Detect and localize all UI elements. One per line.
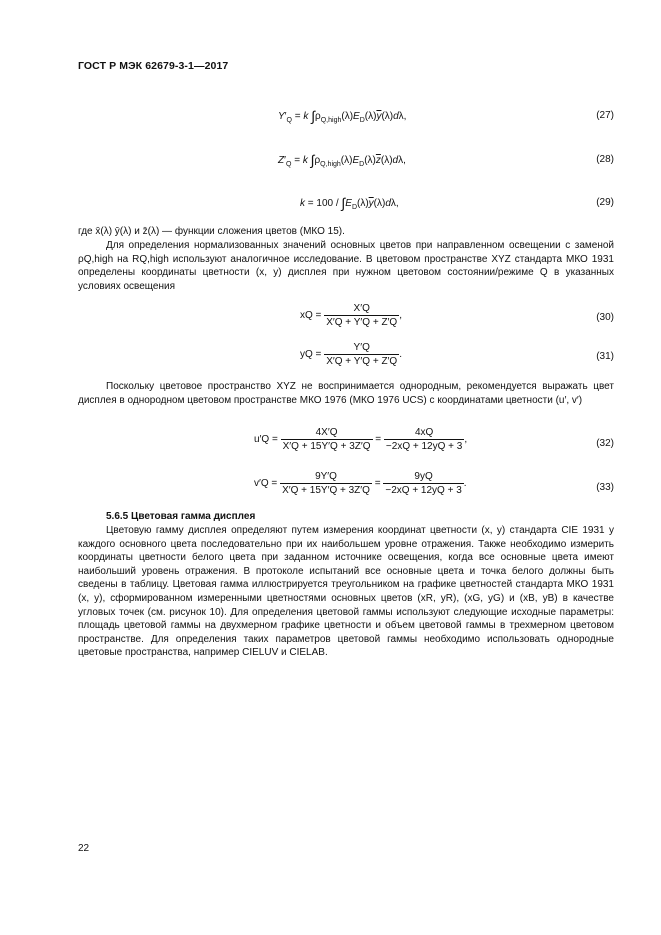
equation-33-denominator-1: X′Q + 15Y′Q + 3Z′Q xyxy=(282,485,370,496)
equation-33-equals: = xyxy=(374,478,381,490)
paragraph-gamut: Цветовую гамму дисплея определяют путем измерения координат цветности (x, y) стандарта CIE 1931 у каждого основного цвета последовательно при их наибольшем уровне отражения. Также необходимо измерить координаты цветности белого цвета при заданном источнике освещения, когда все основные цвета имеют наибольший уровень отражения. В протоколе испытаний все основные цвета и точка белого должны быть сведены в таблицу. Цветовая гамма иллюстрируется треугольником на графике цветностей стандарта МКО 1931 (x, y), сформированном измеренными цветностями основных цветов (xR, yR), (xG, yG) и (xB, yB) в качестве угловых точек (см. рисунок 10). Для определения цветовой гаммы используют следующие исходные параметры: площадь цветовой гаммы на двухмерном графике цветности и объем цветовой гаммы в трехмерном цветовом пространстве. Для определения таких параметров цветовой гаммы необходимо использовать однородные цветовые пространства, например CIELUV и CIELAB. xyxy=(78,525,614,659)
document-header: ГОСТ Р МЭК 62679-3-1—2017 xyxy=(78,60,229,72)
equation-31-numerator: Y′Q xyxy=(353,342,370,353)
equation-33-numerator-2: 9yQ xyxy=(414,471,433,482)
equation-29: $k = 100 / \int E_D(\lambda)\overline{y}(\lambda)d\lambda$, xyxy=(300,195,399,211)
equation-33-numerator-1: 9Y′Q xyxy=(315,471,337,482)
equation-32-lhs: u′Q = xyxy=(254,434,278,446)
equation-30-lhs: xQ = xyxy=(300,310,322,322)
equation-30-end: , xyxy=(399,310,402,322)
equation-32-denominator-2: −2xQ + 12yQ + 3 xyxy=(385,441,463,452)
equation-30-numerator: X′Q xyxy=(353,303,370,314)
equation-32-denominator-1: X′Q + 15Y′Q + 3Z′Q xyxy=(282,441,371,452)
equation-31-lhs: yQ = xyxy=(300,349,322,361)
equation-number-32: (32) xyxy=(596,438,614,449)
equation-33-fraction-1 xyxy=(280,471,372,496)
equation-30-fraction xyxy=(324,303,399,328)
paragraph-ucs: Поскольку цветовое пространство XYZ не воспринимается однородным, рекомендуется выражать цвет дисплея в однородном цветовом пространстве МКО 1976 (МКО 1976 UCS) с координатами цветности (u′, v′) xyxy=(78,381,614,406)
equation-31-denominator: X′Q + Y′Q + Z′Q xyxy=(326,356,398,367)
equation-number-30: (30) xyxy=(596,312,614,323)
equation-number-31: (31) xyxy=(596,351,614,362)
equation-32-numerator-2: 4xQ xyxy=(414,427,434,438)
equation-33-end: . xyxy=(463,478,467,490)
equation-31 xyxy=(300,342,402,367)
paragraph-color-matching: где x̄(λ) ȳ(λ) и z̄(λ) — функции сложения цветов (МКО 15). xyxy=(78,226,345,237)
equation-27: $Y'_Q = k$ $\int\rho_{Q,high}(\lambda)E_D(\lambda)\overline{y}(\lambda)d\lambda$, xyxy=(278,108,407,124)
equation-30 xyxy=(300,303,402,328)
equation-number-27: (27) xyxy=(596,110,614,121)
equation-32-equals: = xyxy=(375,434,382,446)
equation-32-fraction-2 xyxy=(384,427,464,452)
equation-33-denominator-2: −2xQ + 12yQ + 3 xyxy=(385,485,462,496)
equation-32-numerator-1: 4X′Q xyxy=(315,427,338,438)
section-title: 5.6.5 Цветовая гамма дисплея xyxy=(106,511,256,522)
page-number: 22 xyxy=(78,843,90,854)
equation-32-fraction-1 xyxy=(281,427,373,452)
equation-number-29: (29) xyxy=(596,197,614,208)
equation-33-fraction-2 xyxy=(383,471,463,496)
equation-31-end: . xyxy=(399,349,402,361)
paragraph-normalization: Для определения нормализованных значений основных цветов при направленном освещении с заменой ρQ,high на RQ,high используют аналогичное исследование. В цветовом пространстве XYZ стандарта МКО 1931 определены координаты цветности (x, y) дисплея при нужном цветовом состоянии/режиме Q в указанных условиях освещения xyxy=(78,240,614,292)
equation-number-33: (33) xyxy=(596,482,614,493)
equation-32 xyxy=(254,427,467,452)
equation-33 xyxy=(254,471,467,496)
equation-31-fraction xyxy=(324,342,399,367)
equation-number-28: (28) xyxy=(596,154,614,165)
equation-33-lhs: v′Q = xyxy=(254,478,278,490)
equation-28: $Z'_Q = k$ $\int\rho_{Q,high}(\lambda)E_D(\lambda)\overline{z}(\lambda)d\lambda$, xyxy=(278,152,406,168)
equation-32-end: , xyxy=(464,434,468,446)
equation-30-denominator: X′Q + Y′Q + Z′Q xyxy=(326,317,398,328)
